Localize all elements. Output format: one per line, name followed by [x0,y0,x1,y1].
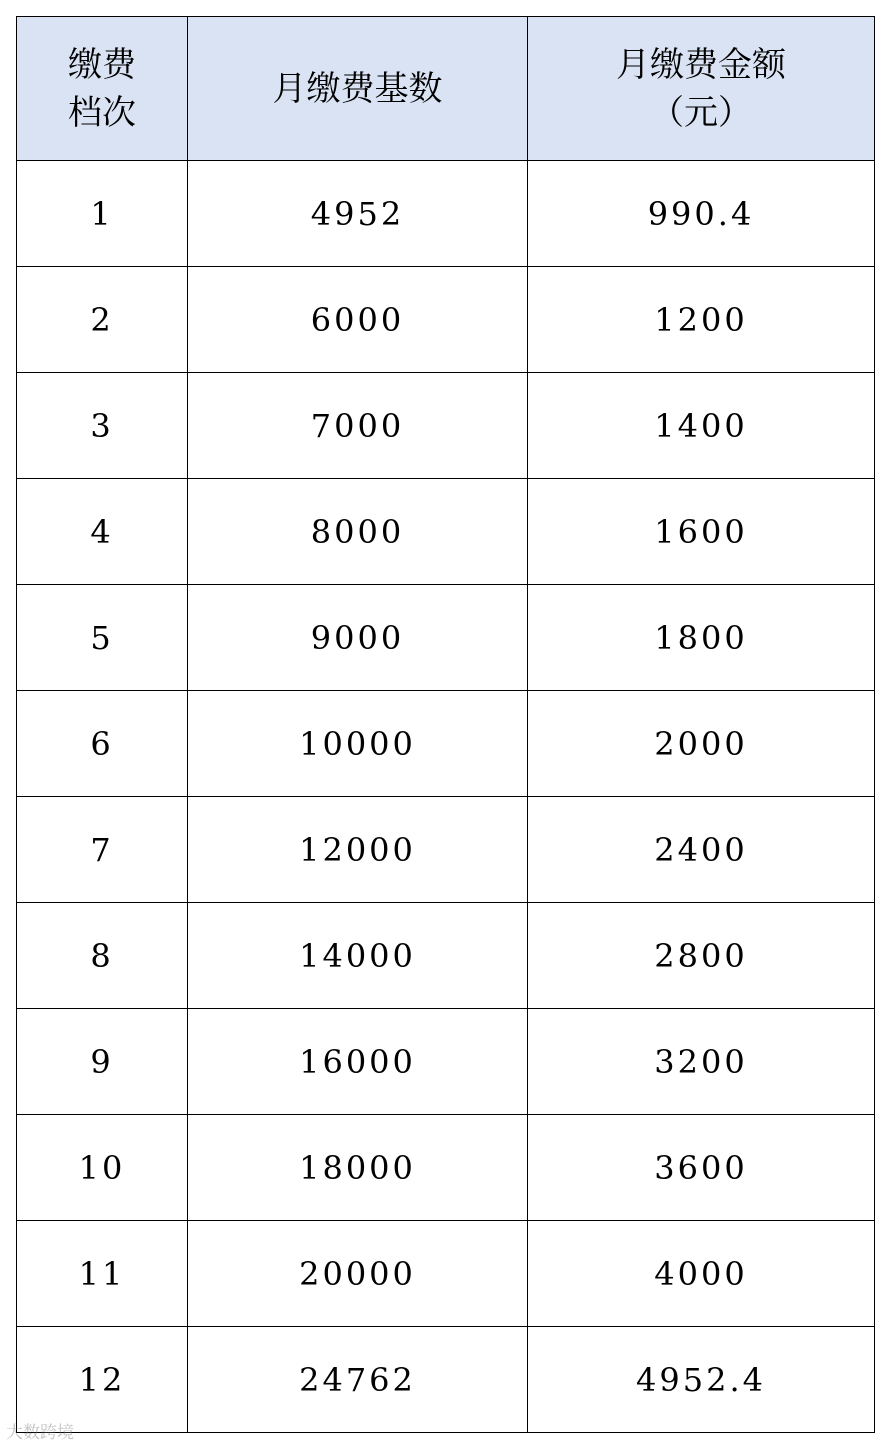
cell-payment-level: 4 [17,479,188,585]
cell-payment-level: 8 [17,903,188,1009]
cell-payment-level: 6 [17,691,188,797]
cell-monthly-base: 10000 [188,691,528,797]
header-line: 档次 [68,92,136,133]
cell-monthly-amount: 4000 [528,1221,875,1327]
cell-payment-level: 5 [17,585,188,691]
cell-payment-level: 2 [17,267,188,373]
cell-payment-level: 10 [17,1115,188,1221]
table-row [17,797,875,903]
header-line: 月缴费金额 [616,44,786,85]
cell-monthly-base: 20000 [188,1221,528,1327]
table-row [17,373,875,479]
cell-monthly-amount: 3200 [528,1009,875,1115]
cell-monthly-base: 4952 [188,161,528,267]
cell-monthly-amount: 2800 [528,903,875,1009]
cell-payment-level: 1 [17,161,188,267]
table-row [17,267,875,373]
cell-monthly-amount: 3600 [528,1115,875,1221]
table-row [17,479,875,585]
cell-payment-level: 11 [17,1221,188,1327]
cell-payment-level: 3 [17,373,188,479]
cell-monthly-base: 24762 [188,1327,528,1433]
header-line: （元） [650,92,752,133]
table-row [17,1115,875,1221]
cell-monthly-amount: 4952.4 [528,1327,875,1433]
header-row [17,17,875,161]
cell-monthly-amount: 1400 [528,373,875,479]
cell-monthly-amount: 2000 [528,691,875,797]
cell-monthly-amount: 990.4 [528,161,875,267]
cell-monthly-base: 12000 [188,797,528,903]
table-body [17,161,875,1433]
header-line: 月缴费基数 [272,68,443,109]
table-row [17,585,875,691]
cell-payment-level: 7 [17,797,188,903]
table-row [17,903,875,1009]
table-row [17,1327,875,1433]
table-row [17,1221,875,1327]
cell-monthly-base: 18000 [188,1115,528,1221]
payment-tier-table [16,16,875,1433]
header-monthly-amount [528,17,875,161]
cell-monthly-amount: 2400 [528,797,875,903]
watermark: 大数跨境 [6,1423,74,1443]
table-row [17,691,875,797]
table-row [17,1009,875,1115]
cell-monthly-base: 6000 [188,267,528,373]
cell-payment-level: 9 [17,1009,188,1115]
cell-monthly-amount: 1200 [528,267,875,373]
header-line: 缴费 [68,44,136,85]
table-header [17,17,875,161]
header-payment-level [17,17,188,161]
cell-monthly-amount: 1800 [528,585,875,691]
cell-monthly-base: 7000 [188,373,528,479]
cell-payment-level: 12 [17,1327,188,1433]
cell-monthly-base: 8000 [188,479,528,585]
table-row [17,161,875,267]
cell-monthly-amount: 1600 [528,479,875,585]
cell-monthly-base: 14000 [188,903,528,1009]
header-monthly-base [188,17,528,161]
cell-monthly-base: 9000 [188,585,528,691]
cell-monthly-base: 16000 [188,1009,528,1115]
